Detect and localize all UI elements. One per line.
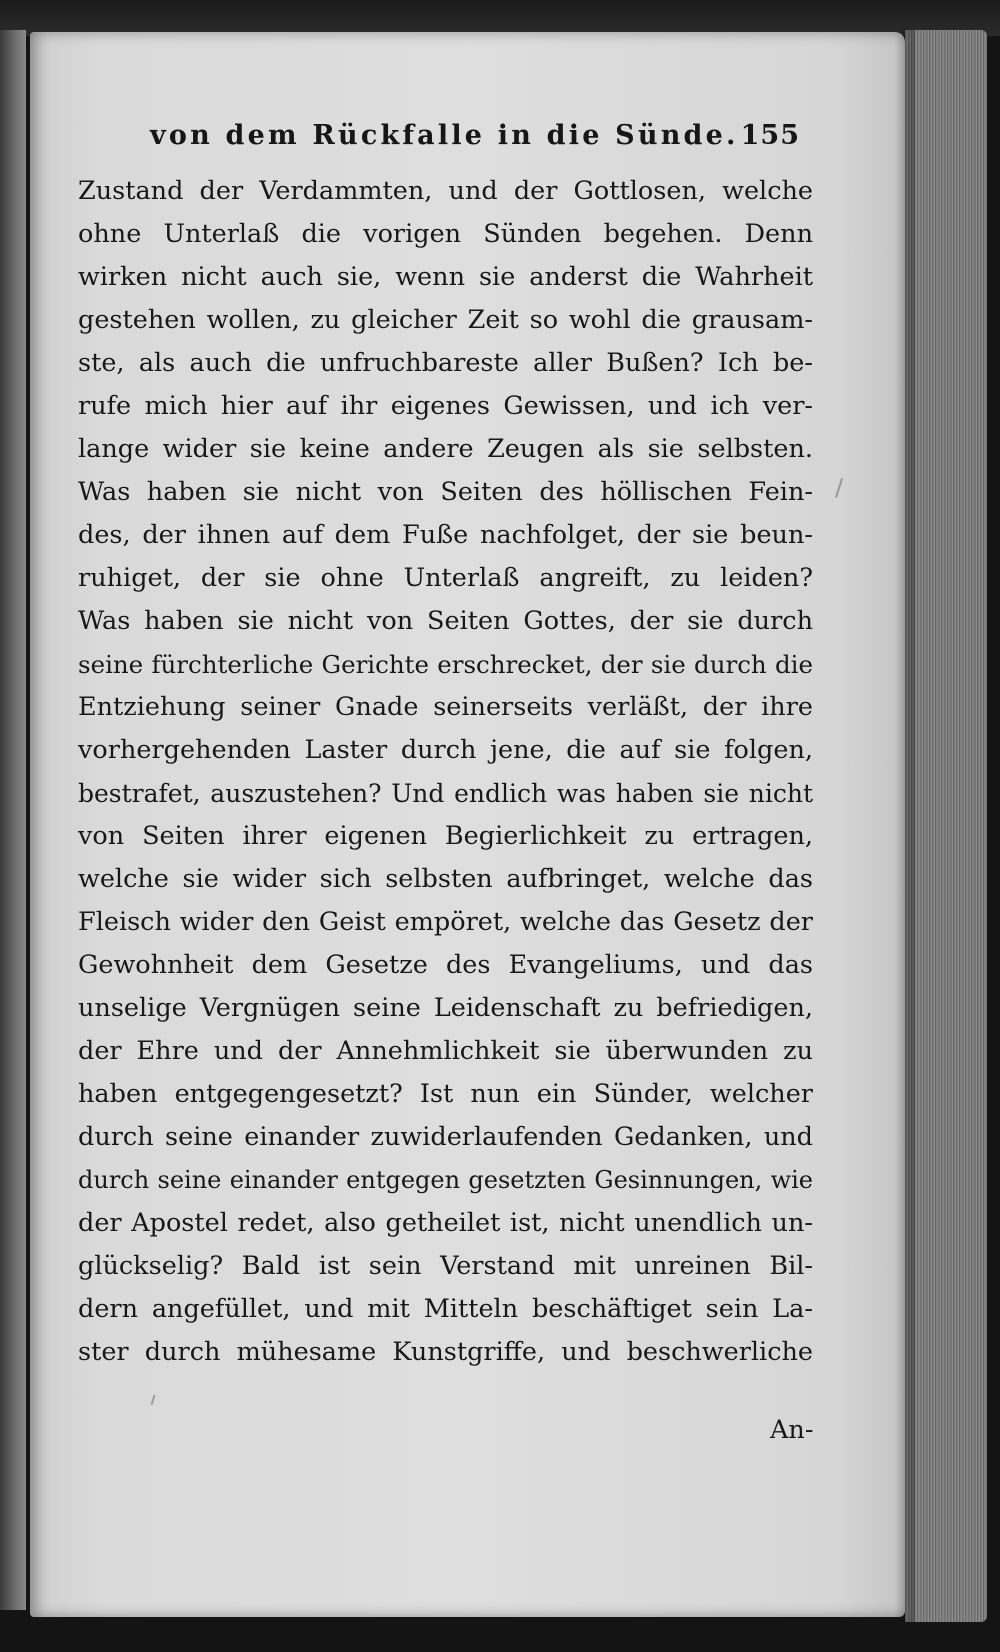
text-line: glückselig? Bald ist sein Verstand mit unreinen Bil- [78,1251,813,1281]
page-edge-shadow [895,30,915,1622]
book-top-edge [0,0,1000,36]
body-text [78,170,813,1374]
text-line: Was haben sie nicht von Seiten des höllischen Fein- [78,477,813,507]
previous-page-edge [0,30,26,1610]
text-line: Zustand der Verdammten, und der Gottlosen, welche [78,176,813,206]
text-line: rufe mich hier auf ihr eigenes Gewissen, und ich ver- [78,391,813,421]
text-line: ster durch mühesame Kunstgriffe, und beschwerliche [78,1337,813,1367]
text-line: lange wider sie keine andere Zeugen als sie selbsten. [78,434,813,464]
text-line: durch seine einander entgegen gesetzten Gesinnungen, wie [78,1166,813,1194]
text-line: des, der ihnen auf dem Fuße nachfolget, der sie beun- [78,520,813,550]
text-line: bestrafet, auszustehen? Und endlich was haben sie nicht [78,779,813,808]
text-line: Gewohnheit dem Gesetze des Evangeliums, und das [78,950,813,980]
text-line: welche sie wider sich selbsten aufbringet, welche das [78,864,813,894]
text-line: haben entgegengesetzt? Ist nun ein Sünder, welcher [78,1079,813,1109]
text-line: Fleisch wider den Geist empöret, welche das Gesetz der [78,907,813,937]
text-line: Entziehung seiner Gnade seinerseits verläßt, der ihre [78,692,813,722]
text-line: unselige Vergnügen seine Leidenschaft zu befriedigen, [78,993,813,1023]
text-line: der Ehre und der Annehmlichkeit sie überwunden zu [78,1036,813,1066]
page-header [150,116,800,160]
running-title: von dem Rückfalle in die Sünde. [150,120,739,151]
book-fore-edge [905,30,987,1622]
text-line: von Seiten ihrer eigenen Begierlichkeit zu ertragen, [78,821,813,851]
text-line: vorhergehenden Laster durch jene, die auf sie folgen, [78,735,813,765]
text-line: ruhiget, der sie ohne Unterlaß angreift, zu leiden? [78,563,813,593]
text-line: gestehen wollen, zu gleicher Zeit so wohl die grausam- [78,305,813,335]
text-line: Was haben sie nicht von Seiten Gottes, der sie durch [78,606,813,636]
text-line: ste, als auch die unfruchbareste aller Bußen? Ich be- [78,348,813,378]
text-line: seine fürchterliche Gerichte erschrecket, der sie durch die [78,650,813,679]
text-line: dern angefüllet, und mit Mitteln beschäftiget sein La- [78,1294,813,1324]
text-line: wirken nicht auch sie, wenn sie anderst die Wahrheit [78,262,813,292]
catchword: An- [770,1415,814,1445]
page-number: 155 [740,120,800,151]
text-line: der Apostel redet, also getheilet ist, nicht unendlich un- [78,1208,813,1238]
text-line: ohne Unterlaß die vorigen Sünden begehen. Denn [78,219,813,249]
text-line: durch seine einander zuwiderlaufenden Gedanken, und [78,1122,813,1152]
